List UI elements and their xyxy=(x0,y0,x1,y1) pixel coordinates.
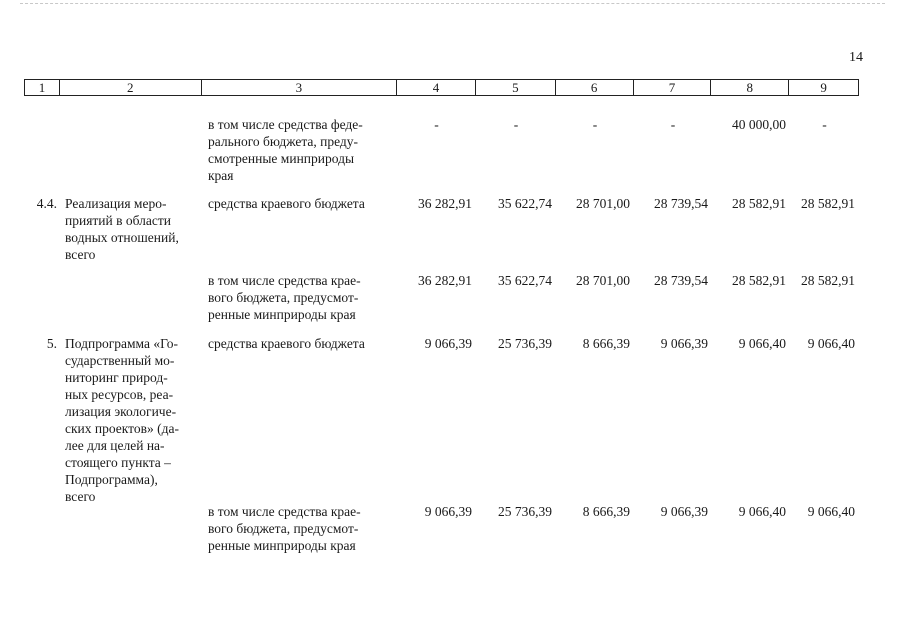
value-cell: 28 701,00 xyxy=(576,196,630,211)
value-cell: 35 622,74 xyxy=(498,273,552,288)
value-cell: 9 066,39 xyxy=(660,504,708,519)
value-cell: - xyxy=(434,117,439,132)
table-row xyxy=(24,272,859,323)
header-cell: 6 xyxy=(556,80,634,95)
funding-source: в том числе средства крае- вого бюджета, предусмот- ренные минприроды края xyxy=(208,273,361,322)
value-cell: 28 582,91 xyxy=(732,196,786,211)
value-cell: 25 736,39 xyxy=(498,336,552,351)
value-cell: 28 582,91 xyxy=(801,196,855,211)
value-cell: 9 066,40 xyxy=(807,336,855,351)
scan-artifact-line xyxy=(20,3,885,5)
page-number: 14 xyxy=(849,50,863,65)
row-number: 4.4. xyxy=(36,196,57,211)
value-cell: 8 666,39 xyxy=(582,504,630,519)
value-cell: 36 282,91 xyxy=(418,196,472,211)
value-cell: - xyxy=(822,117,827,132)
value-cell: 8 666,39 xyxy=(582,336,630,351)
funding-source: в том числе средства феде- рального бюджета, преду- смотренные минприроды края xyxy=(208,117,363,183)
row-name xyxy=(59,272,201,323)
row-number xyxy=(24,272,59,323)
value-cell: 28 739,54 xyxy=(654,196,708,211)
funding-source: в том числе средства крае- вого бюджета, предусмот- ренные минприроды края xyxy=(208,504,361,553)
funding-source: средства краевого бюджета xyxy=(208,336,365,351)
table-row xyxy=(24,195,859,263)
header-cell: 2 xyxy=(60,80,202,95)
value-cell: 36 282,91 xyxy=(418,273,472,288)
value-cell: 28 582,91 xyxy=(801,273,855,288)
value-cell: 40 000,00 xyxy=(732,117,786,132)
value-cell: - xyxy=(670,117,676,132)
header-cell: 3 xyxy=(202,80,398,95)
row-number xyxy=(24,503,59,554)
header-cell: 4 xyxy=(397,80,476,95)
table-row xyxy=(24,335,859,505)
value-cell: 35 622,74 xyxy=(498,196,552,211)
header-cell: 5 xyxy=(476,80,556,95)
value-cell: 9 066,39 xyxy=(660,336,708,351)
row-number: 5. xyxy=(46,336,57,351)
header-cell: 7 xyxy=(634,80,712,95)
row-name: Реализация меро- приятий в области водных отношений, всего xyxy=(65,196,179,262)
header-cell: 9 xyxy=(820,80,827,95)
row-name xyxy=(59,503,201,554)
header-cell: 1 xyxy=(25,80,60,95)
header-cell: 8 xyxy=(711,80,789,95)
table-row xyxy=(24,116,859,184)
value-cell: 9 066,39 xyxy=(424,336,472,351)
value-cell: - xyxy=(592,117,598,132)
row-name: Подпрограмма «Го- сударственный мо- ниторинг природ- ных ресурсов, реа- лизация экологиче- ских проектов» (да- лее для целей на- стоящего пункта – Подпрограмма), всего xyxy=(65,336,179,504)
value-cell: 9 066,39 xyxy=(424,504,472,519)
value-cell: - xyxy=(513,117,519,132)
value-cell: 9 066,40 xyxy=(738,504,786,519)
table-header-row xyxy=(24,79,859,96)
value-cell: 9 066,40 xyxy=(738,336,786,351)
row-number xyxy=(24,116,59,184)
value-cell: 25 736,39 xyxy=(498,504,552,519)
value-cell: 28 582,91 xyxy=(732,273,786,288)
value-cell: 9 066,40 xyxy=(807,504,855,519)
table-row xyxy=(24,503,859,554)
row-name xyxy=(59,116,201,184)
value-cell: 28 701,00 xyxy=(576,273,630,288)
value-cell: 28 739,54 xyxy=(654,273,708,288)
funding-source: средства краевого бюджета xyxy=(208,196,365,211)
